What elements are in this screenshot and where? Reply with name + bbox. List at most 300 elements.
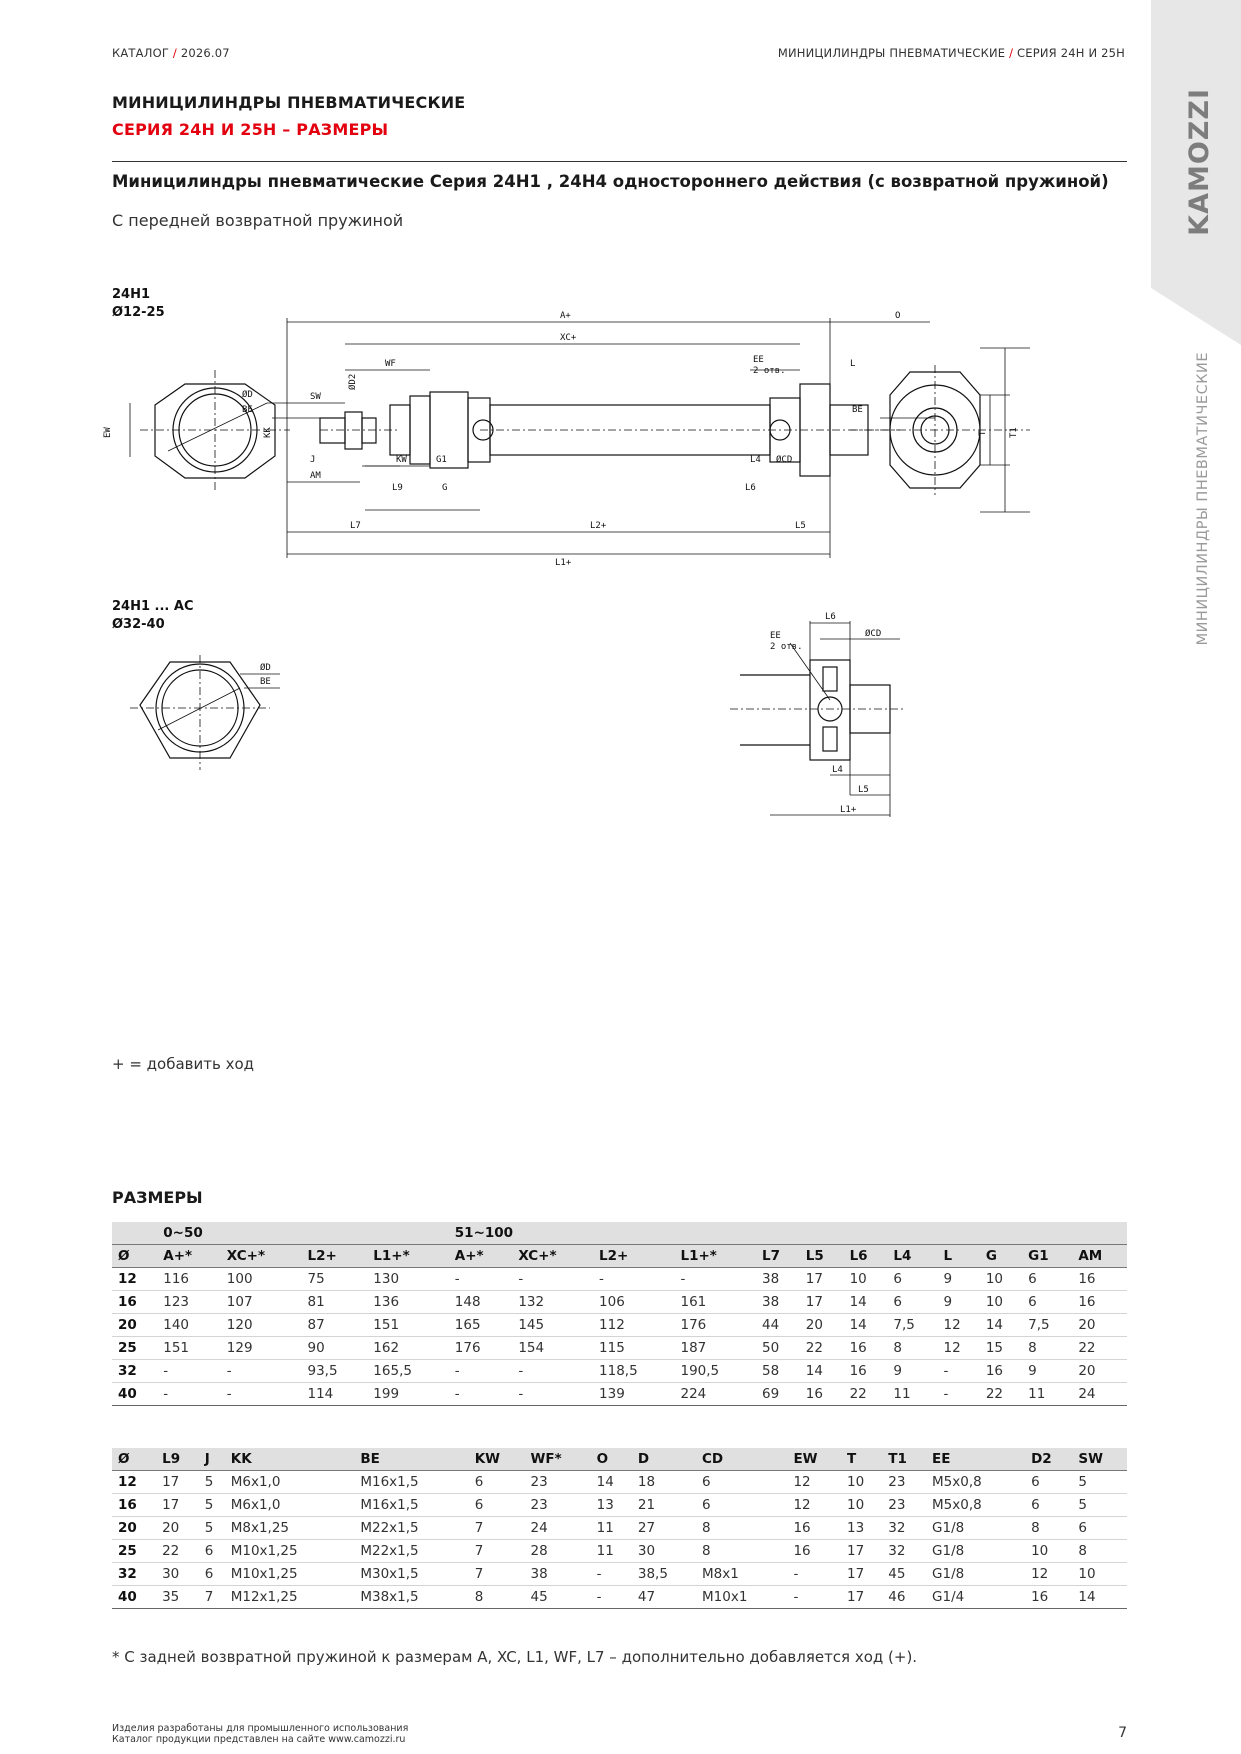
table-cell: 11 [887,1383,937,1406]
section-description: С передней возвратной пружиной [112,211,404,230]
table-cell: 22 [844,1383,888,1406]
divider [112,161,1127,162]
label-be: BE [242,405,253,415]
table-cell: 20 [1072,1360,1127,1383]
page-title: МИНИЦИЛИНДРЫ ПНЕВМАТИЧЕСКИЕ [112,93,466,112]
table-cell: M30x1,5 [354,1563,468,1586]
table-cell: - [221,1383,302,1406]
table-cell: 12 [787,1471,841,1494]
table-cell: M10x1,25 [225,1563,355,1586]
table-cell: 7 [469,1540,525,1563]
row-diameter: 40 [112,1586,156,1609]
row-diameter: 32 [112,1360,157,1383]
table-cell: 6 [199,1563,225,1586]
table-cell: 16 [1072,1268,1127,1291]
table-cell: M16x1,5 [354,1471,468,1494]
table-cell: 28 [524,1540,590,1563]
table-cell: 6 [469,1494,525,1517]
table-cell: 12 [787,1494,841,1517]
table-cell: - [449,1268,513,1291]
table-cell: 8 [1025,1517,1072,1540]
table-cell: M5x0,8 [926,1494,1025,1517]
footer: Изделия разработаны для промышленного использования Каталог продукции представлен на сайте www.camozzi.ru [112,1723,409,1745]
table-cell: 123 [157,1291,221,1314]
page-number: 7 [1118,1725,1127,1741]
table-cell: 20 [156,1517,199,1540]
table-cell: 8 [1022,1337,1072,1360]
table-cell: 90 [301,1337,367,1360]
table-cell: - [938,1383,980,1406]
column-header: J [199,1448,225,1471]
table-cell: 16 [1025,1586,1072,1609]
table-cell: 145 [512,1314,593,1337]
side-category: МИНИЦИЛИНДРЫ ПНЕВМАТИЧЕСКИЕ [1195,352,1211,646]
table-cell: 14 [1072,1586,1127,1609]
label-l4-2: L4 [832,765,843,775]
table-cell: 24 [524,1517,590,1540]
table-cell: 14 [844,1314,888,1337]
table-cell: - [938,1360,980,1383]
table-cell: 12 [938,1314,980,1337]
table-cell: - [449,1383,513,1406]
row-diameter: 40 [112,1383,157,1406]
table-cell: 7 [469,1563,525,1586]
table-cell: 7,5 [1022,1314,1072,1337]
table-cell: 16 [844,1337,888,1360]
label-am: AM [310,471,321,481]
label-l: L [850,359,856,369]
table-cell: 154 [512,1337,593,1360]
table-cell: 10 [980,1268,1022,1291]
table-cell: 27 [632,1517,696,1540]
column-header: AM [1072,1245,1127,1268]
table-cell: 176 [675,1314,756,1337]
rear-cap-drawing [730,605,910,825]
table-cell: M10x1 [696,1586,787,1609]
table-cell: 11 [591,1540,632,1563]
column-header: L1+* [367,1245,448,1268]
column-header: L9 [156,1448,199,1471]
table-cell: 9 [887,1360,937,1383]
label-t: T [978,430,988,436]
table-cell: 47 [632,1586,696,1609]
table-cell: 10 [1025,1540,1072,1563]
table-cell: 75 [301,1268,367,1291]
table-cell: 114 [301,1383,367,1406]
table-cell: 187 [675,1337,756,1360]
table-cell: M8x1 [696,1563,787,1586]
table-cell: - [512,1360,593,1383]
column-header: XC+* [512,1245,593,1268]
table-cell: G1/4 [926,1586,1025,1609]
figure1-range: Ø12-25 [112,305,165,320]
table-row [112,1314,1127,1337]
table-row [112,1563,1127,1586]
table-cell: 136 [367,1291,448,1314]
table-cell: 6 [1072,1517,1127,1540]
table-row [112,1494,1127,1517]
table-cell: 7 [469,1517,525,1540]
stroke-note: + = добавить ход [112,1055,255,1073]
table-cell: 17 [841,1563,882,1586]
table-cell: 45 [524,1586,590,1609]
footnote: * С задней возвратной пружиной к размерам A, XC, L1, WF, L7 – дополнительно добавляется ход (+). [112,1648,918,1666]
table-cell: 151 [367,1314,448,1337]
table-cell: 11 [591,1517,632,1540]
table-cell: 139 [593,1383,674,1406]
label-be-right: BE [852,405,863,415]
column-header: L7 [756,1245,800,1268]
table-cell: 11 [1022,1383,1072,1406]
table-cell: 32 [882,1540,926,1563]
label-l5-2: L5 [858,785,869,795]
table-cell: 140 [157,1314,221,1337]
column-header: G1 [1022,1245,1072,1268]
table-cell: 16 [844,1360,888,1383]
label-a: A+ [560,311,571,321]
table-cell: M6x1,0 [225,1494,355,1517]
label-l4: L4 [750,455,761,465]
table-cell: M10x1,25 [225,1540,355,1563]
table-cell: 18 [632,1471,696,1494]
table-cell: 6 [469,1471,525,1494]
column-header: SW [1072,1448,1127,1471]
header-catalog: КАТАЛОГ / 2026.07 [112,46,230,60]
cylinder-drawing [100,300,1130,590]
table-cell: 118,5 [593,1360,674,1383]
table-cell: 5 [1072,1494,1127,1517]
table-cell: 10 [841,1471,882,1494]
label-l2: L2+ [590,521,607,531]
column-header: G [980,1245,1022,1268]
column-header: KW [469,1448,525,1471]
table-row [112,1540,1127,1563]
table-cell: 107 [221,1291,302,1314]
label-l6-2: L6 [825,612,836,622]
table-cell: 14 [980,1314,1022,1337]
table-cell: 190,5 [675,1360,756,1383]
row-diameter: 25 [112,1337,157,1360]
table-cell: 8 [887,1337,937,1360]
table-cell: 7,5 [887,1314,937,1337]
table-cell: 45 [882,1563,926,1586]
table-cell: 151 [157,1337,221,1360]
table-cell: 5 [199,1517,225,1540]
table-cell: 17 [156,1471,199,1494]
dimensions-heading: РАЗМЕРЫ [112,1188,203,1207]
table-cell: 13 [591,1494,632,1517]
row-diameter: 12 [112,1268,157,1291]
label-l1: L1+ [555,558,572,568]
label-be-2: BE [260,677,271,687]
column-header: A+* [157,1245,221,1268]
table-cell: 8 [696,1540,787,1563]
table-cell: - [221,1360,302,1383]
table-cell: 148 [449,1291,513,1314]
row-diameter: 20 [112,1517,156,1540]
table-cell: 10 [1072,1563,1127,1586]
table-cell: 23 [882,1494,926,1517]
table-cell: 87 [301,1314,367,1337]
label-l1-2: L1+ [840,805,857,815]
table-cell: 30 [632,1540,696,1563]
table-cell: 81 [301,1291,367,1314]
table-cell: 6 [1025,1471,1072,1494]
table-cell: 24 [1072,1383,1127,1406]
table-cell: 6 [696,1494,787,1517]
table-cell: M12x1,25 [225,1586,355,1609]
table-cell: 20 [1072,1314,1127,1337]
column-header: Ø [112,1245,157,1268]
table-cell: 38 [524,1563,590,1586]
table-cell: 161 [675,1291,756,1314]
table-row [112,1268,1127,1291]
table-cell: 23 [524,1471,590,1494]
table-cell: 20 [800,1314,844,1337]
label-kk: KK [263,427,273,438]
table-cell: 58 [756,1360,800,1383]
column-header: EW [787,1448,841,1471]
table-cell: 35 [156,1586,199,1609]
column-header: KK [225,1448,355,1471]
table-cell: 116 [157,1268,221,1291]
label-kw: KW [396,455,407,465]
table-cell: M16x1,5 [354,1494,468,1517]
column-header: XC+* [221,1245,302,1268]
table-cell: 5 [199,1471,225,1494]
column-header: T [841,1448,882,1471]
table-cell: 10 [841,1494,882,1517]
table-cell: 6 [1025,1494,1072,1517]
table-cell: M6x1,0 [225,1471,355,1494]
table-cell: 7 [199,1586,225,1609]
row-diameter: 16 [112,1291,157,1314]
label-l6: L6 [745,483,756,493]
table-cell: - [593,1268,674,1291]
section-heading: Миницилиндры пневматические Серия 24Н1 , 24Н4 одностороннего действия (с возвратной пружиной) [112,172,1109,191]
row-diameter: 16 [112,1494,156,1517]
column-header: CD [696,1448,787,1471]
group-header-51-100: 51~100 [449,1222,756,1245]
table-cell: 6 [1022,1291,1072,1314]
table-cell: 6 [887,1291,937,1314]
table-cell: - [157,1360,221,1383]
table-cell: 6 [887,1268,937,1291]
table-cell: - [787,1563,841,1586]
label-g1: G1 [436,455,447,465]
table-cell: 10 [844,1268,888,1291]
header-section: МИНИЦИЛИНДРЫ ПНЕВМАТИЧЕСКИЕ / СЕРИЯ 24Н И 25Н [777,46,1125,60]
table-cell: 162 [367,1337,448,1360]
label-ee-2: EE [770,631,781,641]
label-d: ØD [242,390,253,400]
label-sw: SW [310,392,321,402]
label-o: O [895,311,901,321]
table-cell: 23 [882,1471,926,1494]
table-cell: M22x1,5 [354,1517,468,1540]
table-cell: 38,5 [632,1563,696,1586]
table-cell: 17 [841,1540,882,1563]
table-cell: 17 [800,1291,844,1314]
page-subtitle: СЕРИЯ 24Н И 25Н – РАЗМЕРЫ [112,120,389,139]
table-cell: 176 [449,1337,513,1360]
dimensions-table-1 [112,1222,1127,1406]
column-header: L1+* [675,1245,756,1268]
column-header: D [632,1448,696,1471]
table-cell: G1/8 [926,1540,1025,1563]
table-row [112,1471,1127,1494]
column-header: WF* [524,1448,590,1471]
table-cell: 16 [1072,1291,1127,1314]
label-ee2-2: 2 отв. [770,642,803,652]
table-cell: 9 [1022,1360,1072,1383]
end-view-drawing [120,650,320,780]
table-cell: M8x1,25 [225,1517,355,1540]
table-cell: 5 [199,1494,225,1517]
table-cell: 32 [882,1517,926,1540]
table-cell: - [449,1360,513,1383]
table-cell: - [512,1268,593,1291]
label-l7: L7 [350,521,361,531]
column-header: L2+ [593,1245,674,1268]
table-cell: 22 [156,1540,199,1563]
table-row [112,1383,1127,1406]
column-header: L2+ [301,1245,367,1268]
label-wf: WF [385,359,396,369]
table-cell: - [787,1586,841,1609]
row-diameter: 32 [112,1563,156,1586]
table-cell: 93,5 [301,1360,367,1383]
table-cell: 22 [980,1383,1022,1406]
table-cell: - [591,1563,632,1586]
label-l9: L9 [392,483,403,493]
column-header: L6 [844,1245,888,1268]
table-cell: 16 [787,1540,841,1563]
table-cell: 112 [593,1314,674,1337]
table-cell: 224 [675,1383,756,1406]
table-cell: 16 [787,1517,841,1540]
table-cell: 14 [844,1291,888,1314]
table-cell: 8 [469,1586,525,1609]
table-cell: 165 [449,1314,513,1337]
table-cell: M22x1,5 [354,1540,468,1563]
column-header: EE [926,1448,1025,1471]
table-cell: 165,5 [367,1360,448,1383]
column-header: L4 [887,1245,937,1268]
table-cell: 5 [1072,1471,1127,1494]
table-cell: 17 [841,1586,882,1609]
column-header: D2 [1025,1448,1072,1471]
table-cell: 8 [696,1517,787,1540]
table-cell: 23 [524,1494,590,1517]
brand-logo: KAMOZZI [1184,88,1215,236]
table-cell: 16 [980,1360,1022,1383]
figure2-range: Ø32-40 [112,617,165,632]
table-cell: 199 [367,1383,448,1406]
table-cell: 115 [593,1337,674,1360]
label-d2: ØD2 [348,373,358,390]
table-cell: - [157,1383,221,1406]
table-row [112,1586,1127,1609]
table-cell: 106 [593,1291,674,1314]
table-cell: 6 [696,1471,787,1494]
table-cell: 22 [800,1337,844,1360]
table-cell: 8 [1072,1540,1127,1563]
column-header: L [938,1245,980,1268]
label-ew: EW [103,427,113,438]
table-cell: 38 [756,1268,800,1291]
table-cell: 10 [980,1291,1022,1314]
row-diameter: 25 [112,1540,156,1563]
table-cell: 9 [938,1291,980,1314]
label-d-2: ØD [260,663,271,673]
table-cell: 12 [1025,1563,1072,1586]
table-cell: - [591,1586,632,1609]
table-row [112,1360,1127,1383]
row-diameter: 12 [112,1471,156,1494]
table-cell: M5x0,8 [926,1471,1025,1494]
table-cell: 22 [1072,1337,1127,1360]
table-cell: 14 [591,1471,632,1494]
table-cell: G1/8 [926,1517,1025,1540]
table-cell: 44 [756,1314,800,1337]
table-cell: 6 [199,1540,225,1563]
table-row [112,1291,1127,1314]
figure1-model: 24H1 [112,287,151,302]
label-ee: EE [753,355,764,365]
table-cell: 17 [800,1268,844,1291]
label-cd-2: ØCD [865,629,882,639]
table-cell: 38 [756,1291,800,1314]
table-cell: 132 [512,1291,593,1314]
label-g: G [442,483,448,493]
column-header: A+* [449,1245,513,1268]
label-xc: XC+ [560,333,577,343]
table-cell: 120 [221,1314,302,1337]
row-diameter: 20 [112,1314,157,1337]
group-header-0-50: 0~50 [157,1222,449,1245]
table-cell: 46 [882,1586,926,1609]
table-cell: 30 [156,1563,199,1586]
table-cell: 50 [756,1337,800,1360]
label-ee-holes: 2 отв. [753,366,786,376]
table-cell: 21 [632,1494,696,1517]
table-cell: - [675,1268,756,1291]
table-cell: - [512,1383,593,1406]
table-cell: 129 [221,1337,302,1360]
table-cell: 12 [938,1337,980,1360]
label-j: J [310,455,316,465]
column-header: BE [354,1448,468,1471]
table-row [112,1517,1127,1540]
table-cell: 69 [756,1383,800,1406]
table-cell: 100 [221,1268,302,1291]
label-t1: T1 [1009,427,1019,438]
table-cell: M38x1,5 [354,1586,468,1609]
table-cell: 16 [800,1383,844,1406]
figure2-model: 24H1 ... AC [112,599,194,614]
label-cd: ØCD [776,455,793,465]
table-cell: 9 [938,1268,980,1291]
label-l5: L5 [795,521,806,531]
table-cell: G1/8 [926,1563,1025,1586]
column-header: L5 [800,1245,844,1268]
table-cell: 6 [1022,1268,1072,1291]
table-cell: 14 [800,1360,844,1383]
table-cell: 130 [367,1268,448,1291]
column-header: T1 [882,1448,926,1471]
table-cell: 17 [156,1494,199,1517]
